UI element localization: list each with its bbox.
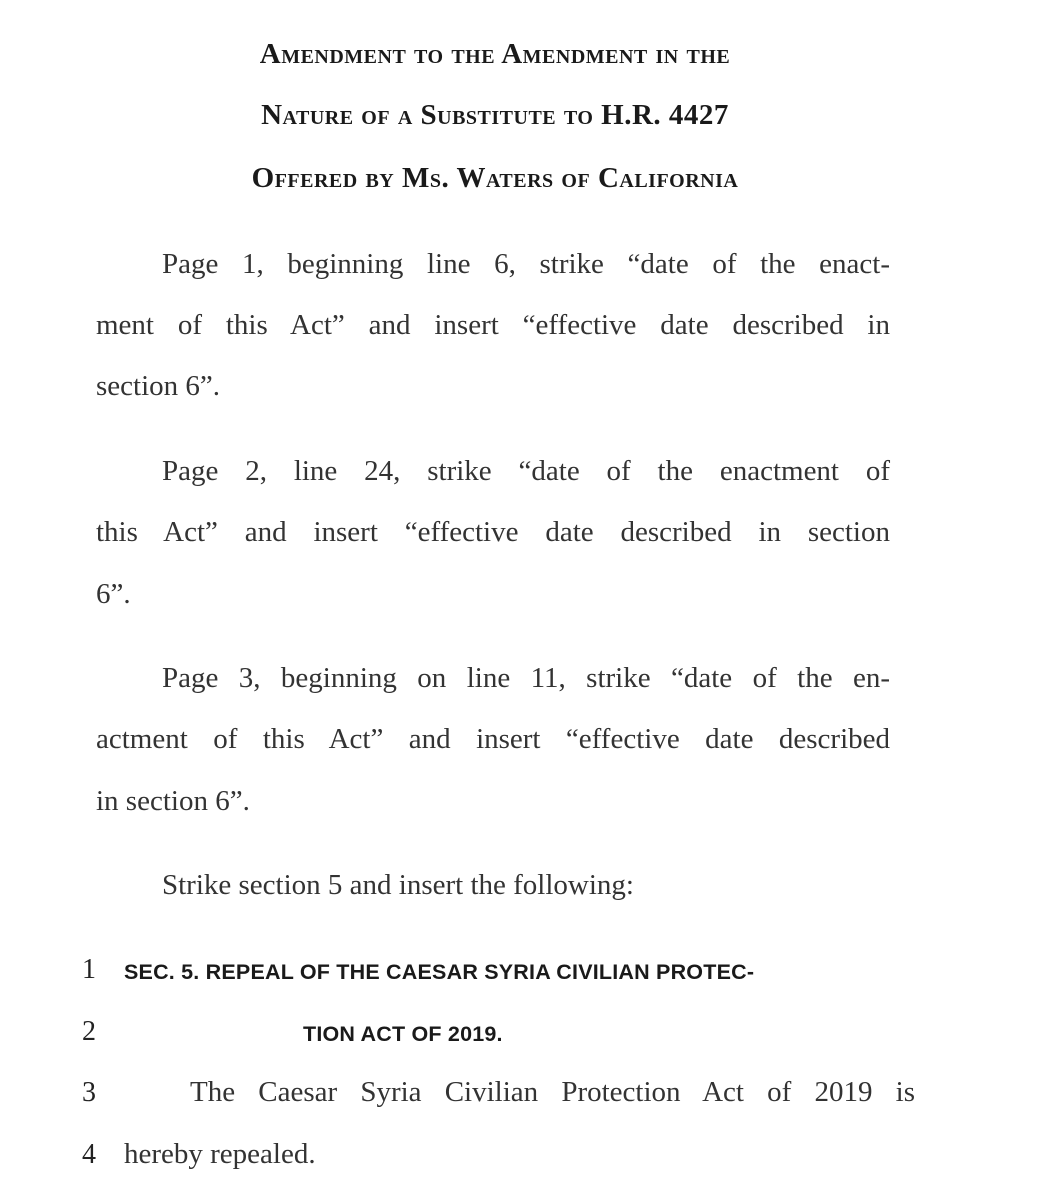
paragraph-2-line-2: this Act” and insert “effective date described in section <box>96 516 890 548</box>
section-heading-line-2: TION ACT OF 2019. <box>303 1022 503 1046</box>
section-body-line-2: hereby repealed. <box>124 1138 316 1170</box>
title-line-1: Amendment to the Amendment in the <box>259 38 731 70</box>
paragraph-3-line-2: actment of this Act” and insert “effective date described <box>96 723 890 755</box>
line-number-1: 1 <box>82 954 96 985</box>
paragraph-1-line-1: Page 1, beginning line 6, strike “date of the enact- <box>162 248 890 280</box>
paragraph-1-line-2: ment of this Act” and insert “effective date described in <box>96 309 890 341</box>
line-number-3: 3 <box>82 1077 96 1108</box>
title-line-2: Nature of a Substitute to H.R. 4427 <box>261 99 729 131</box>
section-body-line-1: The Caesar Syria Civilian Protection Act of 2019 is <box>190 1076 915 1108</box>
paragraph-3-line-3: in section 6”. <box>96 785 250 817</box>
paragraph-3-line-1: Page 3, beginning on line 11, strike “date of the en- <box>162 662 890 694</box>
paragraph-4-line-1: Strike section 5 and insert the following: <box>162 869 634 901</box>
section-heading-line-1: SEC. 5. REPEAL OF THE CAESAR SYRIA CIVILIAN PROTEC- <box>124 960 755 984</box>
paragraph-2-line-1: Page 2, line 24, strike “date of the enactment of <box>162 455 890 487</box>
title-line-3: Offered by Ms. Waters of California <box>251 162 739 194</box>
line-number-2: 2 <box>82 1016 96 1047</box>
paragraph-2-line-3: 6”. <box>96 578 131 610</box>
line-number-4: 4 <box>82 1139 96 1170</box>
paragraph-1-line-3: section 6”. <box>96 370 221 402</box>
